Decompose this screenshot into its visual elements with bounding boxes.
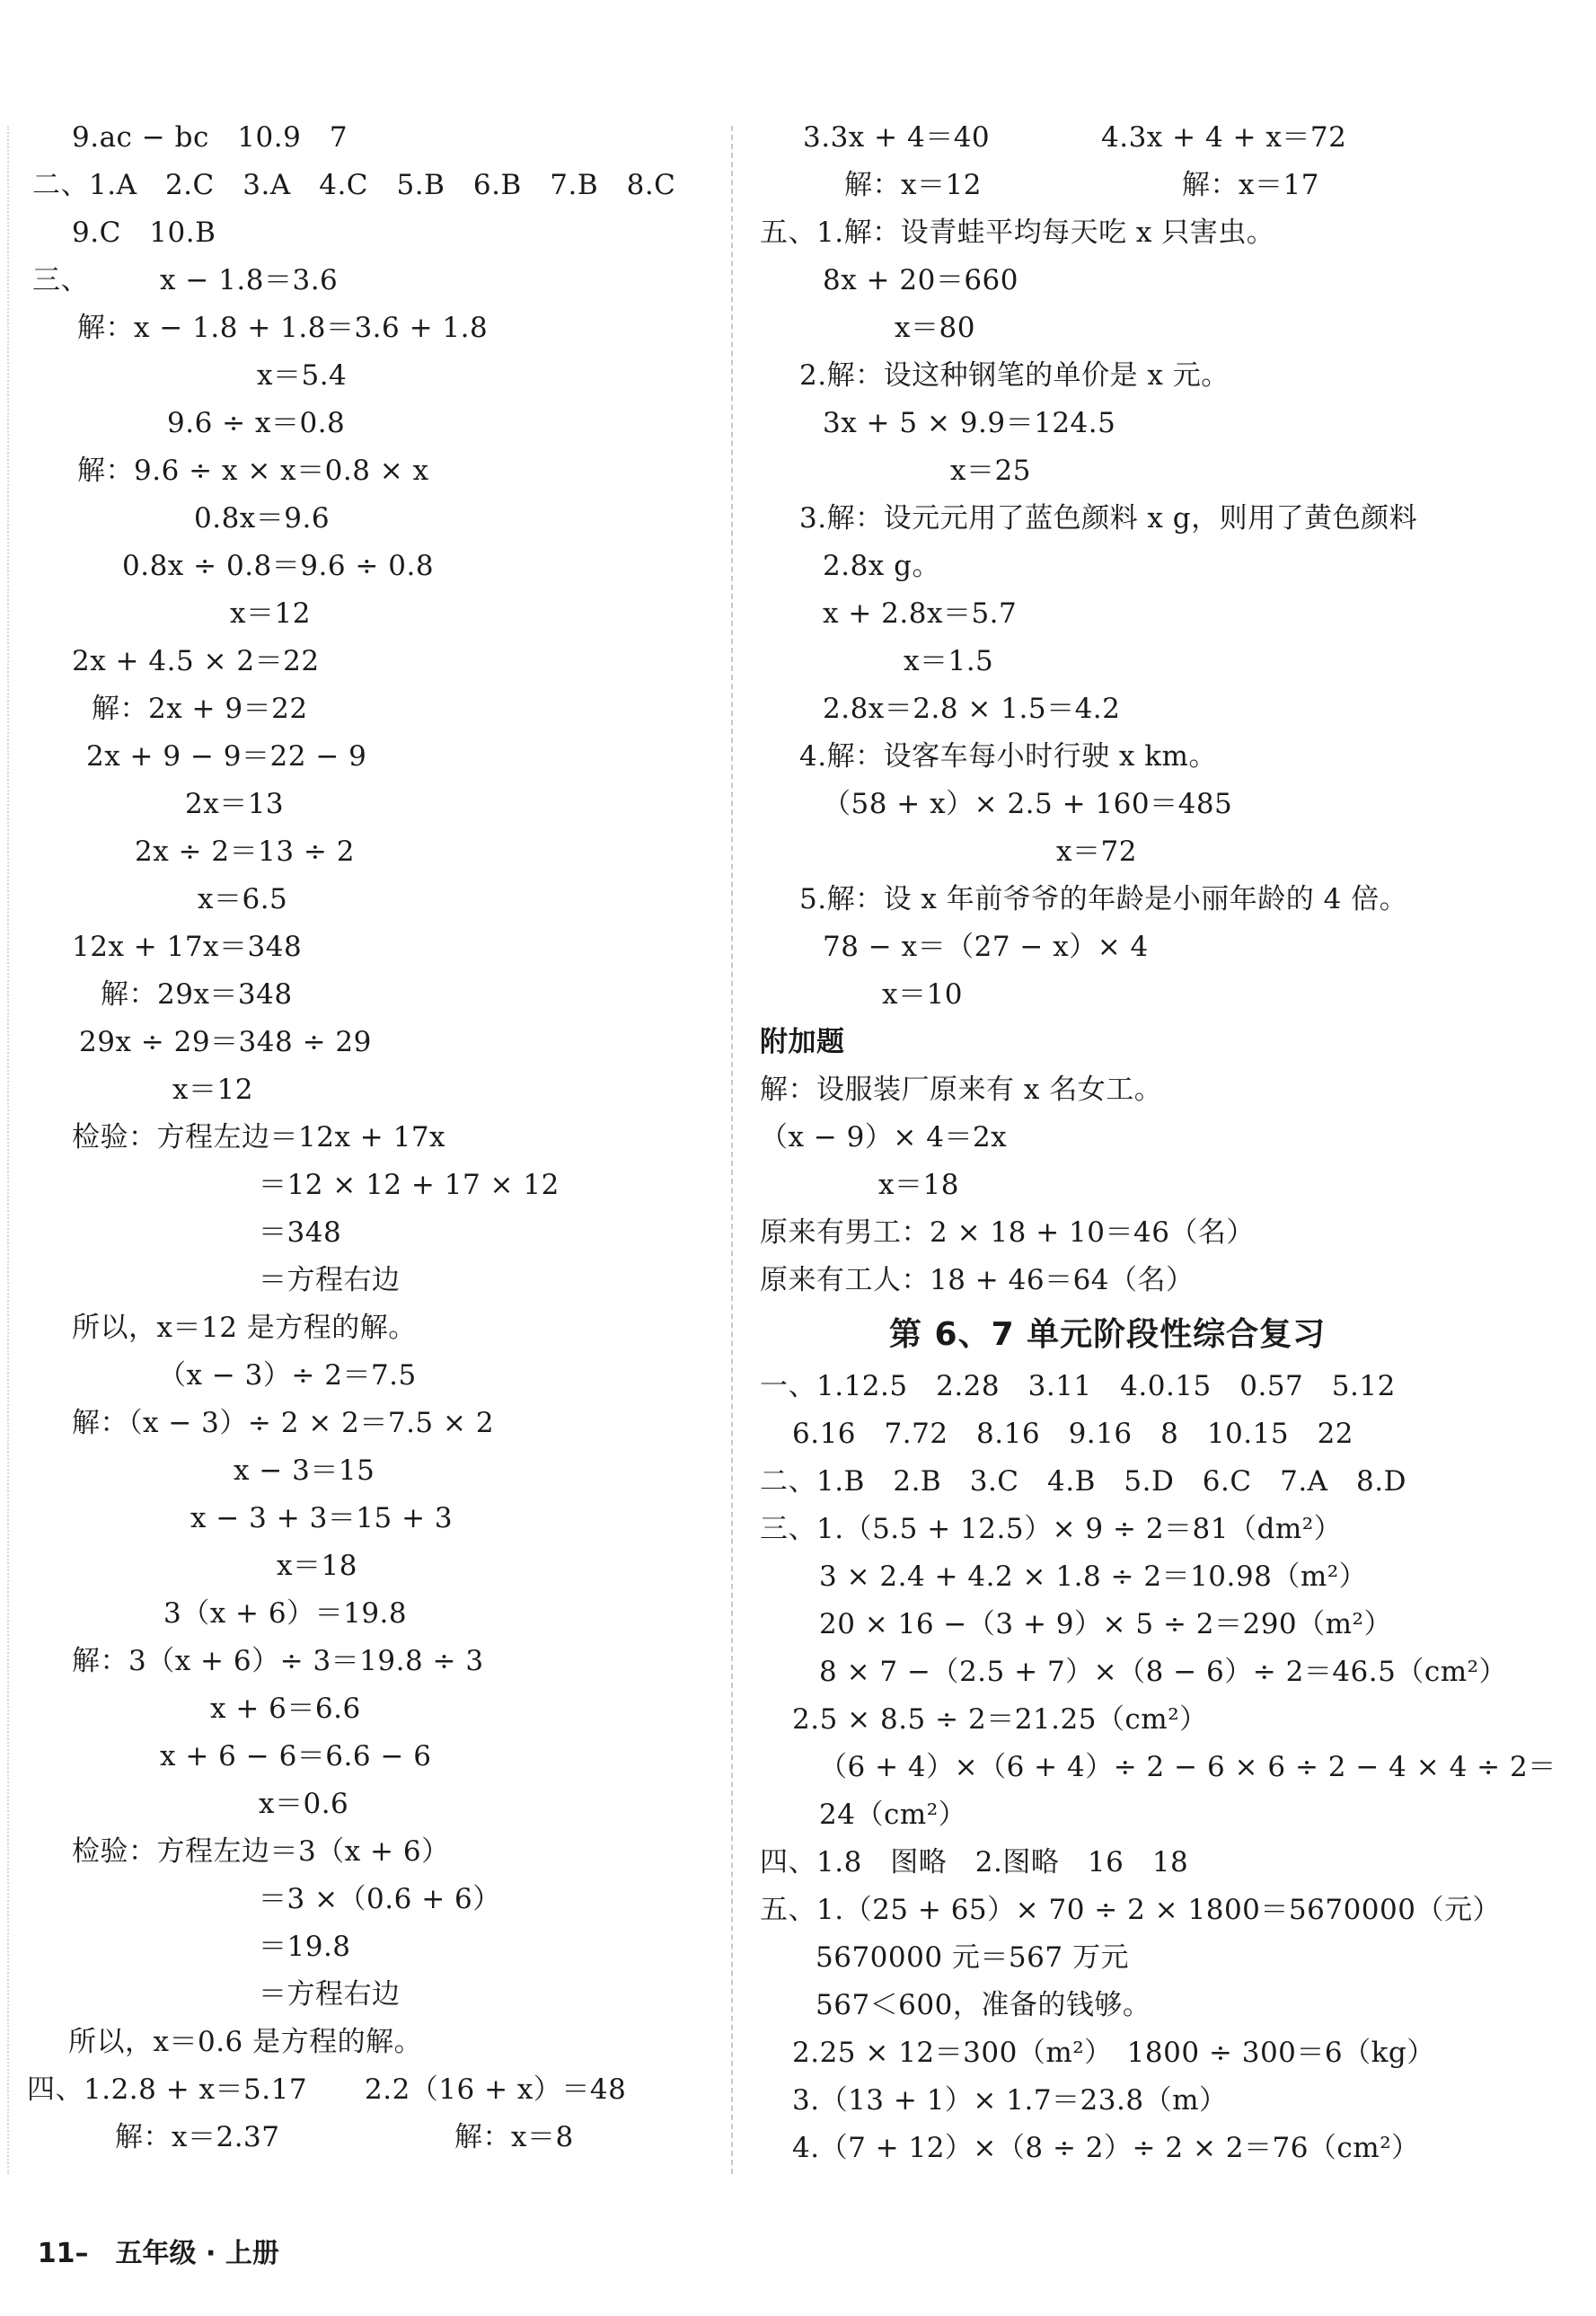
answer-line: 0.8x ÷ 0.8＝9.6 ÷ 0.8 <box>122 550 435 582</box>
answer-line: x＝5.4 <box>257 359 348 392</box>
answer-line: 9.6 ÷ x＝0.8 <box>167 407 346 439</box>
answer-line: 解：2x + 9＝22 <box>92 693 308 725</box>
answer-line: x＝12 <box>230 597 311 630</box>
answer-line: （x − 9）× 4＝2x <box>760 1121 1008 1154</box>
answer-line: x + 6＝6.6 <box>210 1693 361 1725</box>
bonus-heading: 附加题 <box>760 1026 845 1058</box>
section-title: 第 6、7 单元阶段性综合复习 <box>889 1316 1327 1353</box>
footer-separator: – <box>75 2238 89 2269</box>
answer-line: x + 2.8x＝5.7 <box>823 597 1018 630</box>
answer-line: x＝1.5 <box>904 645 994 677</box>
answer-line: 2.8x g。 <box>823 550 940 582</box>
answer-line: 2x ÷ 2＝13 ÷ 2 <box>135 835 355 868</box>
answer-line: 三、 x − 1.8＝3.6 <box>32 264 339 296</box>
answer-line: 12x + 17x＝348 <box>72 931 303 963</box>
answer-line: x＝10 <box>882 978 963 1011</box>
answer-line: 2.25 × 12＝300（m²） 1800 ÷ 300＝6（kg） <box>792 2037 1435 2069</box>
answer-line: 3.（13 + 1）× 1.7＝23.8（m） <box>792 2084 1228 2117</box>
answer-line: 24（cm²） <box>819 1799 967 1831</box>
answer-line: 3 × 2.4 + 4.2 × 1.8 ÷ 2＝10.98（m²） <box>819 1560 1368 1593</box>
answer-line: 解：x＝2.37 <box>115 2121 280 2153</box>
answer-line: x＝12 <box>172 1074 253 1106</box>
answer-line: x + 6 − 6＝6.6 − 6 <box>160 1740 432 1772</box>
answer-line: 解：x＝17 <box>1182 169 1319 201</box>
answer-line: ＝方程右边 <box>259 1264 401 1296</box>
answer-line: x＝72 <box>1056 835 1137 868</box>
answer-line: 3.解：设元元用了蓝色颜料 x g，则用了黄色颜料 <box>799 502 1418 535</box>
answer-line: （x − 3）÷ 2＝7.5 <box>158 1359 417 1392</box>
answer-line: 解：x＝12 <box>844 169 982 201</box>
answer-line: x＝25 <box>950 455 1031 487</box>
answer-line: 解：x − 1.8 + 1.8＝3.6 + 1.8 <box>77 312 489 344</box>
answer-line: x＝18 <box>277 1550 357 1582</box>
answer-line: ＝12 × 12 + 17 × 12 <box>259 1169 560 1201</box>
answer-line: 解：9.6 ÷ x × x＝0.8 × x <box>77 455 429 487</box>
answer-line: 解：29x＝348 <box>101 978 293 1011</box>
answer-line: x − 3 + 3＝15 + 3 <box>190 1502 454 1534</box>
answer-line: 8x + 20＝660 <box>823 264 1019 296</box>
answer-line: x＝18 <box>878 1169 959 1201</box>
answer-line: 原来有工人：18 + 46＝64（名） <box>760 1264 1195 1296</box>
answer-line: 78 − x＝（27 − x）× 4 <box>823 931 1149 963</box>
answer-line: 检验：方程左边＝12x + 17x <box>72 1121 446 1154</box>
answer-line: 0.8x＝9.6 <box>194 502 331 535</box>
answer-line: 3x + 5 × 9.9＝124.5 <box>823 407 1116 439</box>
answer-line: （6 + 4）×（6 + 4）÷ 2 − 6 × 6 ÷ 2 − 4 × 4 ÷ 2＝ <box>819 1751 1556 1783</box>
answer-line: 6.16 7.72 8.16 9.16 8 10.15 22 <box>792 1418 1354 1450</box>
answer-line: 四、1.2.8 + x＝5.17 <box>27 2073 308 2106</box>
answer-line: 检验：方程左边＝3（x + 6） <box>72 1835 450 1868</box>
answer-line: 5670000 元＝567 万元 <box>816 1941 1129 1974</box>
answer-line: 三、1.（5.5 + 12.5）× 9 ÷ 2＝81（dm²） <box>760 1513 1343 1545</box>
answer-line: 解：（x − 3）÷ 2 × 2＝7.5 × 2 <box>72 1407 495 1439</box>
answer-line: 四、1.8 图略 2.图略 16 18 <box>760 1846 1189 1878</box>
answer-line: 567＜600，准备的钱够。 <box>816 1989 1151 2021</box>
answer-line: 解：x＝8 <box>454 2121 574 2153</box>
answer-line: 解：3（x + 6）÷ 3＝19.8 ÷ 3 <box>72 1645 484 1677</box>
answer-line: 20 × 16 −（3 + 9）× 5 ÷ 2＝290（m²） <box>819 1608 1392 1640</box>
answer-line: 3.3x + 4＝40 <box>803 121 991 154</box>
answer-line: 解：设服装厂原来有 x 名女工。 <box>760 1074 1163 1106</box>
answer-line: 2x + 4.5 × 2＝22 <box>72 645 320 677</box>
answer-line: 五、1.（25 + 65）× 70 ÷ 2 × 1800＝5670000（元） <box>760 1894 1501 1926</box>
answer-line: 4.解：设客车每小时行驶 x km。 <box>799 740 1217 773</box>
answer-line: 五、1.解：设青蛙平均每天吃 x 只害虫。 <box>760 217 1275 249</box>
answer-line: 8 × 7 −（2.5 + 7）×（8 − 6）÷ 2＝46.5（cm²） <box>819 1656 1508 1688</box>
answer-line: 原来有男工：2 × 18 + 10＝46（名） <box>760 1216 1255 1249</box>
answer-line: 二、1.A 2.C 3.A 4.C 5.B 6.B 7.B 8.C <box>32 169 676 201</box>
answer-line: x＝80 <box>895 312 975 344</box>
answer-line: x＝6.5 <box>198 883 288 915</box>
answer-line: 一、1.12.5 2.28 3.11 4.0.15 0.57 5.12 <box>760 1370 1396 1402</box>
answer-line: 2x＝13 <box>185 788 285 820</box>
answer-line: 5.解：设 x 年前爷爷的年龄是小丽年龄的 4 倍。 <box>799 883 1408 915</box>
book-label: 五年级 · 上册 <box>115 2238 279 2269</box>
answer-line: （58 + x）× 2.5 + 160＝485 <box>823 788 1233 820</box>
answer-line: 4.（7 + 12）×（8 ÷ 2）÷ 2 × 2＝76（cm²） <box>792 2132 1420 2164</box>
answer-line: x − 3＝15 <box>234 1454 375 1487</box>
answer-line: 2x + 9 − 9＝22 − 9 <box>86 740 367 773</box>
column-divider <box>731 126 733 2174</box>
page-number: 11 <box>37 2238 75 2269</box>
answer-line: 所以，x＝12 是方程的解。 <box>72 1312 417 1344</box>
answer-line: ＝3 ×（0.6 + 6） <box>259 1883 501 1915</box>
answer-line: 2.5 × 8.5 ÷ 2＝21.25（cm²） <box>792 1703 1208 1736</box>
answer-line: 二、1.B 2.B 3.C 4.B 5.D 6.C 7.A 8.D <box>760 1465 1406 1498</box>
answer-line: 9.C 10.B <box>72 217 216 249</box>
answer-line: 4.3x + 4 + x＝72 <box>1101 121 1347 154</box>
answer-line: 2.解：设这种钢笔的单价是 x 元。 <box>799 359 1230 392</box>
answer-line: 3（x + 6）＝19.8 <box>163 1597 408 1630</box>
answer-line: ＝348 <box>259 1216 342 1249</box>
answer-line: 9.ac − bc 10.9 7 <box>72 121 348 154</box>
answer-line: 所以，x＝0.6 是方程的解。 <box>68 2026 423 2058</box>
answer-line: 2.8x＝2.8 × 1.5＝4.2 <box>823 693 1121 725</box>
answer-line: ＝19.8 <box>259 1931 351 1963</box>
answer-line: x＝0.6 <box>259 1788 349 1820</box>
answer-line: 2.2（16 + x）＝48 <box>365 2073 627 2106</box>
page-edge <box>7 126 9 2174</box>
page-footer <box>0 2192 279 2269</box>
answer-line: 29x ÷ 29＝348 ÷ 29 <box>79 1026 372 1058</box>
answer-line: ＝方程右边 <box>259 1978 401 2011</box>
